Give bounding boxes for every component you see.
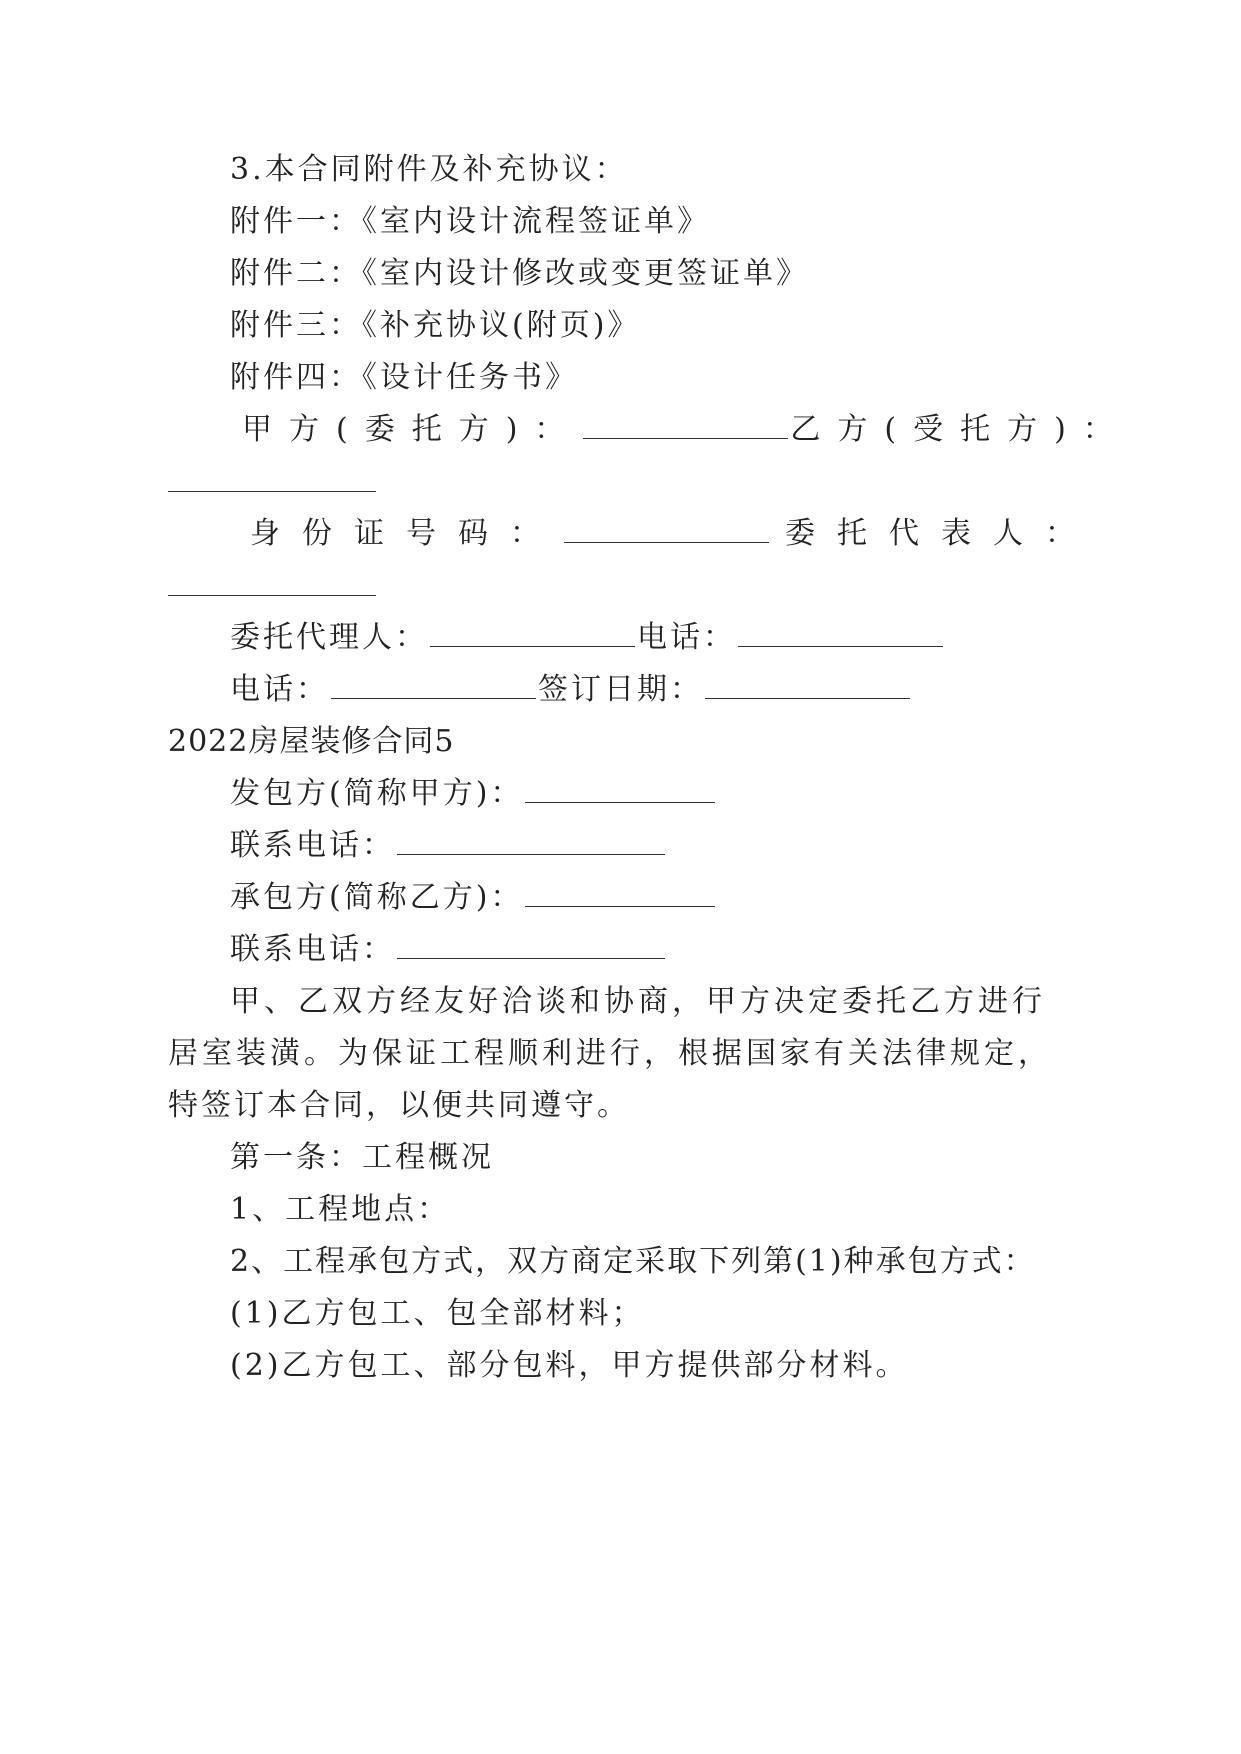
attachment-2: 附件二：《室内设计修改或变更签证单》 <box>230 256 809 291</box>
contact-phone-a-label: 联系电话： <box>230 828 395 863</box>
contractor-b-blank <box>525 878 715 907</box>
item-1: 1、工程地点： <box>230 1192 451 1227</box>
appendix-heading: 3.本合同附件及补充协议： <box>230 152 628 187</box>
attachment-4: 附件四：《设计任务书》 <box>230 360 578 395</box>
item-2: 2、工程承包方式，双方商定采取下列第(1)种承包方式： <box>230 1244 1036 1279</box>
id-number-label: 身份证号码： <box>250 516 562 551</box>
representative-label: 委托代表人： <box>785 516 1097 551</box>
contractor-b-label: 承包方(简称乙方)： <box>230 880 524 915</box>
sign-date-label: 签订日期： <box>538 672 703 707</box>
party-b-blank <box>168 489 376 492</box>
phone-label: 电话： <box>637 620 736 655</box>
paragraph-line-2: 居室装潢。为保证工程顺利进行，根据国家有关法律规定， <box>168 1036 1052 1071</box>
phone-date-line <box>230 670 912 710</box>
party-b-label: 乙方(受托方)： <box>790 412 1130 447</box>
contact-phone-a-line <box>230 826 667 866</box>
article-1-heading: 第一条：工程概况 <box>230 1140 494 1175</box>
contact-phone-b-blank <box>397 930 665 959</box>
party-a-label: 甲方(委托方)： <box>242 412 582 447</box>
contractor-a-line <box>230 774 717 814</box>
attachment-3: 附件三：《补充协议(附页)》 <box>230 308 641 343</box>
contractor-b-line <box>230 878 717 918</box>
contractor-a-label: 发包方(简称甲方)： <box>230 776 524 811</box>
sign-date-blank <box>705 670 910 699</box>
option-2: (2)乙方包工、部分包料，甲方提供部分材料。 <box>230 1348 909 1383</box>
agent-phone-line <box>230 618 945 658</box>
party-a-blank <box>583 410 788 439</box>
paragraph-line-3: 特签订本合同，以便共同遵守。 <box>168 1088 630 1123</box>
id-number-blank <box>564 514 769 543</box>
representative-blank <box>168 593 376 596</box>
paragraph-line-1: 甲、乙双方经友好洽谈和协商，甲方决定委托乙方进行 <box>230 984 1046 1019</box>
contract-title: 2022房屋装修合同5 <box>168 724 455 759</box>
contractor-a-blank <box>525 774 715 803</box>
option-1: (1)乙方包工、包全部材料； <box>230 1296 645 1331</box>
agent-blank <box>430 618 635 647</box>
contact-phone-a-blank <box>397 826 665 855</box>
attachment-1: 附件一：《室内设计流程签证单》 <box>230 204 710 239</box>
phone-blank <box>738 618 943 647</box>
contact-phone-b-label: 联系电话： <box>230 932 395 967</box>
agent-label: 委托代理人： <box>230 620 428 655</box>
contact-phone-b-line <box>230 930 667 970</box>
phone-label-2: 电话： <box>230 672 329 707</box>
phone-blank-2 <box>331 670 536 699</box>
party-signature-line <box>242 410 1130 450</box>
id-rep-line <box>250 514 1097 554</box>
